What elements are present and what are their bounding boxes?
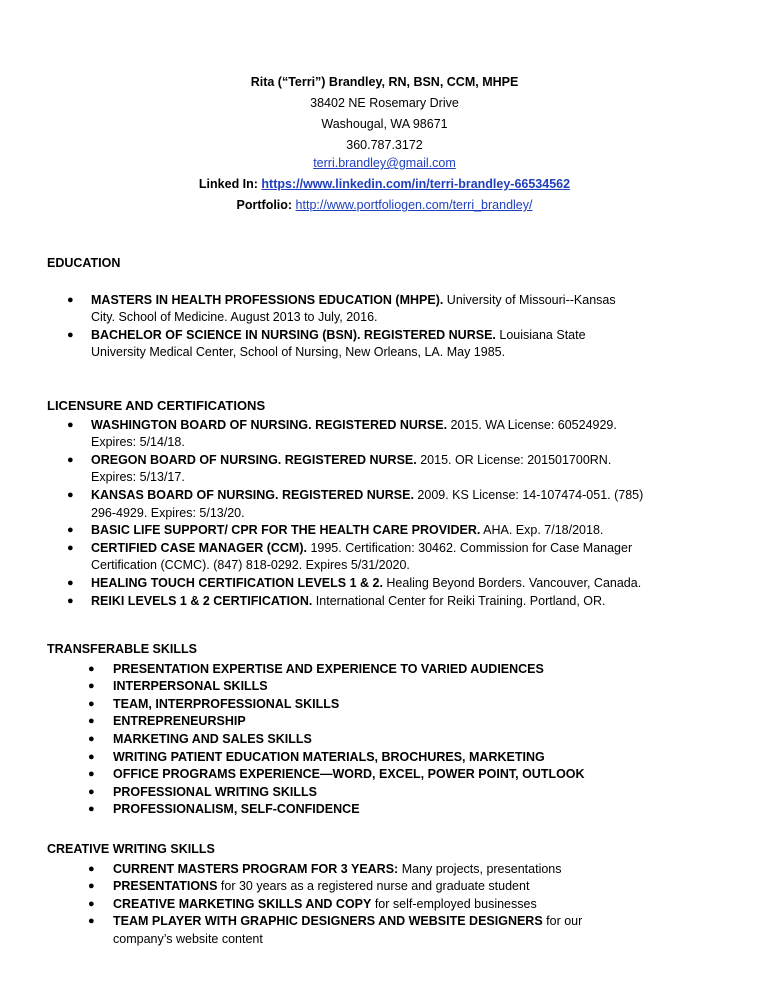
list-item: ● MARKETING AND SALES SKILLS	[47, 731, 737, 749]
list-item: ● KANSAS BOARD OF NURSING. REGISTERED NURSE. 2009. KS License: 14-107474-051. (785) 296-4929. Expires: 5/13/20.	[67, 487, 644, 520]
licensure-section	[47, 397, 737, 610]
list-item: ● INTERPERSONAL SKILLS	[47, 678, 737, 696]
list-item: ● OFFICE PROGRAMS EXPERIENCE—WORD, EXCEL, POWER POINT, OUTLOOK	[47, 766, 737, 784]
resume-header	[0, 72, 769, 216]
list-item: ● OREGON BOARD OF NURSING. REGISTERED NURSE. 2015. OR License: 201501700RN. Expires: 5/13/17.	[67, 452, 612, 485]
list-item: ● BACHELOR OF SCIENCE IN NURSING (BSN). REGISTERED NURSE. Louisiana State University Medical Center, School of Nursing, New Orleans, LA. May 1985.	[67, 327, 586, 360]
list-item: ● WRITING PATIENT EDUCATION MATERIALS, BROCHURES, MARKETING	[47, 749, 737, 767]
bullet-icon: ●	[88, 915, 95, 928]
phone-number: 360.787.3172	[346, 138, 423, 152]
section-title: LICENSURE AND CERTIFICATIONS	[47, 398, 266, 413]
list-item: ● WASHINGTON BOARD OF NURSING. REGISTERED NURSE. 2015. WA License: 60524929. Expires: 5/14/18.	[67, 417, 617, 450]
list-item: ● CREATIVE MARKETING SKILLS AND COPY for self-employed businesses	[47, 896, 627, 914]
portfolio-row	[0, 195, 769, 216]
education-list	[47, 292, 627, 362]
bullet-icon: ●	[67, 488, 74, 501]
bullet-icon: ●	[88, 662, 95, 675]
list-item: ● PROFESSIONAL WRITING SKILLS	[47, 784, 737, 802]
linkedin-link[interactable]: https://www.linkedin.com/in/terri-brandley-66534562	[261, 177, 571, 191]
bullet-icon: ●	[88, 680, 95, 693]
list-item: ● PRESENTATION EXPERTISE AND EXPERIENCE TO VARIED AUDIENCES	[47, 661, 737, 679]
bullet-icon: ●	[67, 541, 74, 554]
list-item: ● HEALING TOUCH CERTIFICATION LEVELS 1 & 2. Healing Beyond Borders. Vancouver, Canada.	[47, 575, 645, 593]
transferable-skills-list	[47, 661, 737, 819]
portfolio-link[interactable]: http://www.portfoliogen.com/terri_brandley/	[295, 198, 533, 212]
bullet-icon: ●	[67, 328, 74, 341]
bullet-icon: ●	[88, 715, 95, 728]
bullet-icon: ●	[88, 750, 95, 763]
transferable-skills-section	[47, 641, 737, 819]
education-section	[47, 255, 737, 362]
email-row	[0, 153, 769, 174]
list-item: ● BASIC LIFE SUPPORT/ CPR FOR THE HEALTH CARE PROVIDER. AHA. Exp. 7/18/2018.	[47, 522, 645, 540]
bullet-icon: ●	[88, 880, 95, 893]
bullet-icon: ●	[67, 576, 74, 589]
licensure-list	[47, 417, 645, 611]
section-title: TRANSFERABLE SKILLS	[47, 642, 197, 656]
list-item: ● TEAM, INTERPROFESSIONAL SKILLS	[47, 696, 737, 714]
list-item: ● PROFESSIONALISM, SELF-CONFIDENCE	[47, 801, 737, 819]
candidate-name: Rita (“Terri”) Brandley, RN, BSN, CCM, MHPE	[250, 75, 519, 89]
creative-writing-list	[47, 861, 627, 949]
email-link[interactable]: terri.brandley@gmail.com	[313, 156, 456, 170]
list-item: ● CERTIFIED CASE MANAGER (CCM). 1995. Certification: 30462. Commission for Case Manager Certification (CCMC). (847) 818-0292. Expires 5/31/2020.	[67, 540, 633, 573]
list-item: ● CURRENT MASTERS PROGRAM FOR 3 YEARS: Many projects, presentations	[47, 861, 627, 879]
section-title: EDUCATION	[47, 256, 121, 270]
creative-writing-section	[47, 841, 737, 949]
list-item: ● PRESENTATIONS for 30 years as a registered nurse and graduate student	[47, 878, 627, 896]
bullet-icon: ●	[88, 697, 95, 710]
linkedin-label: Linked In:	[198, 177, 262, 191]
bullet-icon: ●	[67, 453, 74, 466]
linkedin-row	[0, 174, 769, 195]
list-item: ● REIKI LEVELS 1 & 2 CERTIFICATION. International Center for Reiki Training. Portland, OR.	[47, 593, 645, 611]
bullet-icon: ●	[88, 897, 95, 910]
bullet-icon: ●	[67, 524, 74, 537]
list-item: ● ENTREPRENEURSHIP	[47, 713, 737, 731]
bullet-icon: ●	[67, 418, 74, 431]
list-item: ● MASTERS IN HEALTH PROFESSIONS EDUCATION (MHPE). University of Missouri--Kansas City. School of Medicine. August 2013 to July, 2016.	[67, 292, 616, 325]
bullet-icon: ●	[67, 594, 74, 607]
bullet-icon: ●	[88, 803, 95, 816]
bullet-icon: ●	[67, 293, 74, 306]
list-item: ● TEAM PLAYER WITH GRAPHIC DESIGNERS AND WEBSITE DESIGNERS for our company’s website content	[88, 914, 583, 946]
bullet-icon: ●	[88, 862, 95, 875]
bullet-icon: ●	[88, 732, 95, 745]
address-city: Washougal, WA 98671	[321, 117, 448, 131]
bullet-icon: ●	[88, 785, 95, 798]
section-title: CREATIVE WRITING SKILLS	[47, 842, 215, 856]
bullet-icon: ●	[88, 768, 95, 781]
portfolio-label: Portfolio:	[236, 198, 296, 212]
address-street: 38402 NE Rosemary Drive	[310, 96, 459, 110]
